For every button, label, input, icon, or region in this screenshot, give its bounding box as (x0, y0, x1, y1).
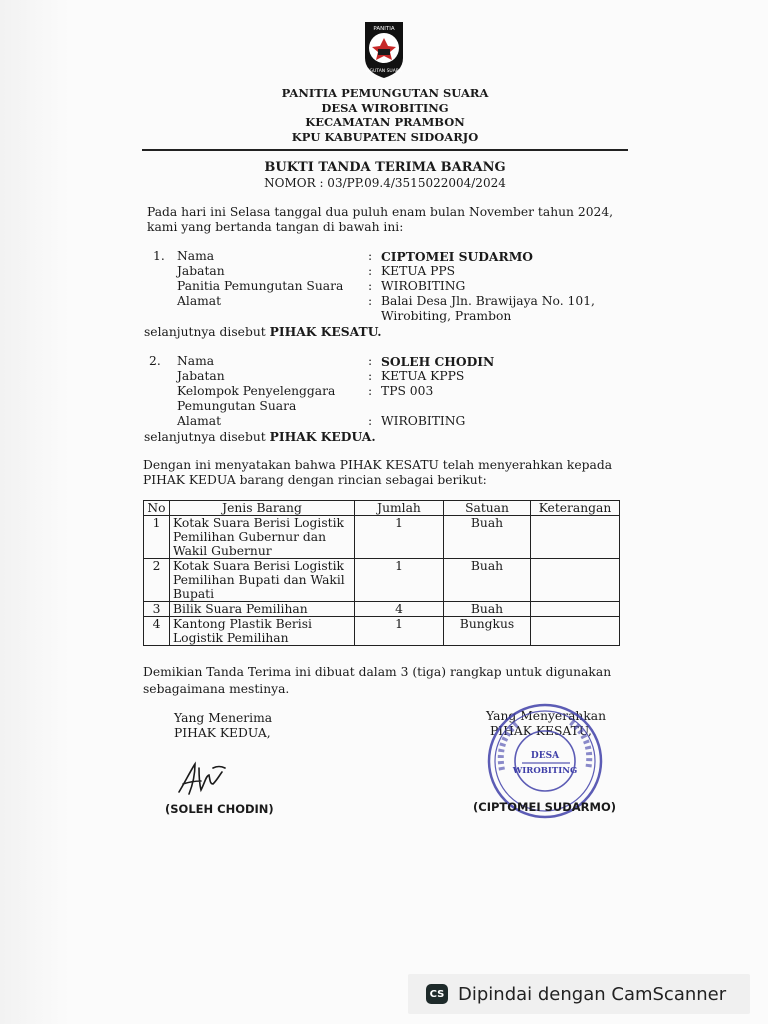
recipient-role-2: PIHAK KEDUA, (174, 726, 271, 740)
header-no: No (144, 501, 170, 516)
header-line-4: KPU KABUPATEN SIDOARJO (291, 129, 479, 144)
cell-jenis-barang (170, 559, 355, 602)
closing-line-1: Demikian Tanda Terima ini dibuat dalam 3 (tiga) rangkap untuk digunakan (143, 665, 612, 679)
cell-keterangan (531, 617, 620, 646)
cell-jenis-barang (170, 602, 355, 617)
sender-role-1: Yang Menyerahkan (486, 709, 607, 723)
cell-jenis-line: Kotak Suara Berisi Logistik (173, 559, 344, 573)
letterhead (180, 86, 590, 144)
cell-jenis-line: Pemilihan Gubernur dan (173, 530, 327, 544)
logo-text-bottom: NGUTAN SUARA (366, 69, 402, 74)
party-2-designation (144, 429, 376, 445)
cell-jenis-line: Wakil Gubernur (173, 544, 272, 558)
colon: : (368, 369, 373, 383)
cell-jumlah: 1 (355, 559, 444, 602)
cell-jenis-line: Logistik Pemilihan (173, 631, 289, 645)
party-2-label-kelompok-2: Pemungutan Suara (177, 399, 297, 413)
colon: : (368, 384, 373, 398)
sender-role-2: PIHAK KESATU, (490, 724, 592, 738)
cell-satuan: Buah (444, 516, 531, 559)
table-header-row (144, 501, 620, 516)
party-1-label-jabatan: Jabatan (177, 264, 225, 278)
cell-no: 3 (144, 602, 170, 617)
cell-keterangan (531, 602, 620, 617)
designation-pihak-kesatu: PIHAK KESATU. (269, 324, 382, 339)
party-2-alamat: WIROBITING (381, 414, 466, 428)
cell-jumlah: 1 (355, 516, 444, 559)
table-row (144, 602, 620, 617)
party-1-label-nama: Nama (177, 249, 215, 263)
camscanner-logo-icon: CS (426, 984, 448, 1004)
party-1-designation (144, 324, 382, 340)
cell-satuan: Buah (444, 559, 531, 602)
colon: : (368, 264, 373, 278)
designation-prefix: selanjutnya disebut (144, 325, 266, 339)
cell-keterangan (531, 559, 620, 602)
party-2-label-jabatan: Jabatan (177, 369, 225, 383)
colon: : (368, 354, 373, 368)
party-1-label-panitia: Panitia Pemungutan Suara (177, 279, 344, 293)
party-1-nama: CIPTOMEI SUDARMO (381, 249, 534, 264)
colon: : (368, 279, 373, 293)
document-number: NOMOR : 03/PP.09.4/3515022004/2024 (264, 176, 506, 190)
recipient-role-1: Yang Menerima (174, 711, 273, 725)
cell-no: 1 (144, 516, 170, 559)
cell-satuan: Buah (444, 602, 531, 617)
statement-line-1: Dengan ini menyatakan bahwa PIHAK KESATU telah menyerahkan kepada (143, 458, 613, 472)
camscanner-watermark (408, 974, 750, 1014)
recipient-name: (SOLEH CHODIN) (165, 802, 274, 816)
closing-line-2: sebagaimana mestinya. (143, 682, 290, 696)
stamp-center-line-2: WIROBITING (512, 766, 578, 776)
header-jumlah: Jumlah (355, 501, 444, 516)
cell-jenis-line: Bilik Suara Pemilihan (173, 602, 308, 616)
items-table (143, 500, 620, 646)
party-2-index: 2. (149, 354, 161, 368)
party-2-kelompok: TPS 003 (381, 384, 434, 398)
kpu-logo-icon (359, 18, 409, 80)
party-1-panitia: WIROBITING (381, 279, 466, 293)
cell-no: 4 (144, 617, 170, 646)
header-line-3: KECAMATAN PRAMBON (305, 115, 465, 129)
cell-jenis-line: Kotak Suara Berisi Logistik (173, 516, 344, 530)
table-row (144, 516, 620, 559)
party-1-alamat-line-1: Balai Desa Jln. Brawijaya No. 101, (381, 294, 595, 308)
camscanner-label: Dipindai dengan CamScanner (458, 983, 727, 1005)
designation-prefix: selanjutnya disebut (144, 430, 266, 444)
logo-text-top: PANITIA (373, 26, 395, 32)
party-1-index: 1. (153, 249, 165, 263)
cell-jumlah: 4 (355, 602, 444, 617)
colon: : (368, 294, 373, 308)
sender-name: (CIPTOMEI SUDARMO) (473, 800, 617, 814)
stamp-center-line-1: DESA (530, 751, 560, 761)
party-2-nama: SOLEH CHODIN (381, 354, 495, 369)
cell-jumlah: 1 (355, 617, 444, 646)
party-2-label-kelompok-1: Kelompok Penyelenggara (177, 384, 336, 398)
party-1-jabatan: KETUA PPS (381, 264, 456, 278)
intro-line-1: Pada hari ini Selasa tanggal dua puluh enam bulan November tahun 2024, (147, 205, 614, 219)
cell-jenis-line: Bupati (173, 587, 215, 601)
cell-jenis-line: Kantong Plastik Berisi (173, 617, 312, 631)
header-line-2: DESA WIROBITING (321, 100, 449, 115)
intro-line-2: kami yang bertanda tangan di bawah ini: (147, 220, 404, 234)
table-row (144, 559, 620, 602)
header-jenis-barang: Jenis Barang (170, 501, 355, 516)
header-keterangan: Keterangan (531, 501, 620, 516)
cell-keterangan (531, 516, 620, 559)
party-1-label-alamat: Alamat (177, 294, 222, 308)
table-row (144, 617, 620, 646)
header-satuan: Satuan (444, 501, 531, 516)
cell-satuan: Bungkus (444, 617, 531, 646)
cell-jenis-line: Pemilihan Bupati dan Wakil (173, 573, 345, 587)
header-line-1: PANITIA PEMUNGUTAN SUARA (281, 86, 489, 100)
cell-no: 2 (144, 559, 170, 602)
colon: : (368, 249, 373, 263)
designation-pihak-kedua: PIHAK KEDUA. (269, 429, 376, 444)
party-2-label-alamat: Alamat (177, 414, 222, 428)
document-title: BUKTI TANDA TERIMA BARANG (264, 160, 506, 175)
statement-line-2: PIHAK KEDUA barang dengan rincian sebagai berikut: (143, 473, 487, 487)
handwritten-signature-icon (173, 758, 233, 800)
party-2-jabatan: KETUA KPPS (381, 369, 465, 383)
party-2-label-nama: Nama (177, 354, 215, 368)
cell-jenis-barang (170, 516, 355, 559)
header-divider (142, 149, 628, 151)
colon: : (368, 414, 373, 428)
party-1-alamat-line-2: Wirobiting, Prambon (381, 309, 512, 323)
cell-jenis-barang (170, 617, 355, 646)
